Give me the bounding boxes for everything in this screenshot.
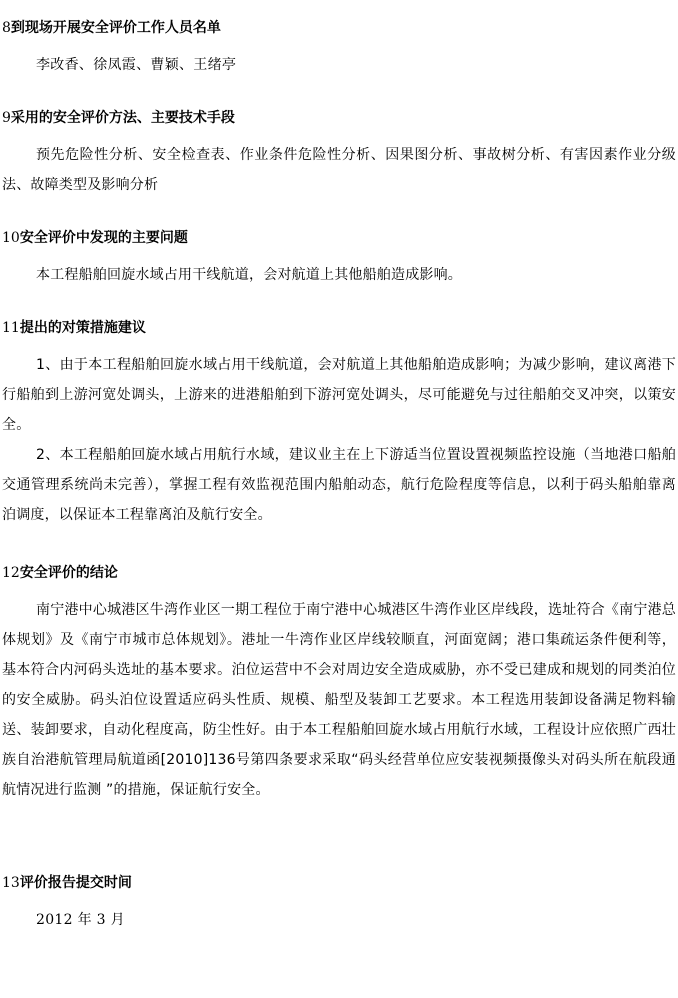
measure-item-1: 1、由于本工程船舶回旋水域占用干线航道，会对航道上其他船舶造成影响；为减少影响，建议离港下行船舶到上游河宽处调头，上游来的进港船舶到下游河宽处调头，尽可能避免与过往船舶交叉冲突，以策安全。 (2, 357, 676, 433)
section-number: 12 (2, 565, 20, 581)
section-heading (0, 228, 678, 248)
section-body: 预先危险性分析、安全检查表、作业条件危险性分析、因果图分析、事故树分析、有害因素作业分级法、故障类型及影响分析 (2, 147, 676, 193)
section-11 (0, 318, 678, 530)
section-number: 11 (2, 320, 20, 336)
section-title: 评价报告提交时间 (19, 875, 132, 891)
section-heading (0, 873, 678, 893)
section-number: 10 (2, 230, 20, 246)
section-body: 南宁港中心城港区牛湾作业区一期工程位于南宁港中心城港区牛湾作业区岸线段，选址符合《南宁港总体规划》及《南宁市城市总体规划》。港址一牛湾作业区岸线较顺直，河面宽阔；港口集疏运条件便利等，基本符合内河码头选址的基本要求。泊位运营中不会对周边安全造成威胁，亦不受已建成和规划的同类泊位的安全威胁。码头泊位设置适应码头性质、规模、船型及装卸工艺要求。本工程选用装卸设备满足物料输送、装卸要求，自动化程度高，防尘性好。由于本工程船舶回旋水域占用航行水域，工程设计应依照广西壮族自治港航管理局航道函[2010]136号第四条要求采取“码头经营单位应安装视频摄像头对码头所在航段通航情况进行监测 ”的措施，保证航行安全。 (2, 602, 676, 798)
section-number: 8 (2, 20, 11, 36)
section-body: 本工程船舶回旋水域占用干线航道，会对航道上其他船舶造成影响。 (36, 267, 462, 283)
section-heading (0, 108, 678, 128)
section-heading (0, 318, 678, 338)
section-heading (0, 563, 678, 583)
section-8 (0, 18, 678, 80)
section-body: 李改香、徐凤霞、曹颖、王绪亭 (36, 57, 237, 73)
section-heading (0, 18, 678, 38)
measure-item-2: 2、本工程船舶回旋水域占用航行水域，建议业主在上下游适当位置设置视频监控设施（当地港口船舶交通管理系统尚未完善），掌握工程有效监视范围内船舶动态，航行危险程度等信息，以利于码头船舶靠离泊调度，以保证本工程靠离泊及航行安全。 (2, 447, 676, 523)
section-title: 到现场开展安全评价工作人员名单 (10, 20, 221, 36)
section-13 (0, 873, 678, 935)
section-number: 13 (2, 875, 20, 891)
section-title: 提出的对策措施建议 (19, 320, 146, 336)
submission-date: 2012 年 3 月 (36, 912, 125, 928)
section-12 (0, 563, 678, 805)
section-number: 9 (2, 110, 11, 126)
section-9 (0, 108, 678, 200)
section-title: 安全评价的结论 (19, 565, 118, 581)
section-title: 安全评价中发现的主要问题 (19, 230, 188, 246)
section-10 (0, 228, 678, 290)
section-title: 采用的安全评价方法、主要技术手段 (10, 110, 235, 126)
